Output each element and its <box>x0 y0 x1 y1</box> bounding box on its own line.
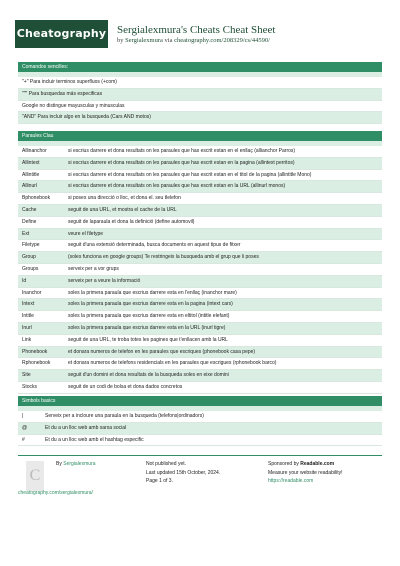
row-key: Ext <box>22 230 30 237</box>
section-simbols <box>18 396 382 446</box>
byline-by: by <box>117 37 124 44</box>
table-row <box>18 264 382 276</box>
list-item: "AND" Para incluir algo en la busqueda (Cars AND motos) <box>18 112 382 124</box>
table-row <box>18 181 382 193</box>
row-key: @ <box>22 424 28 431</box>
row-value: si escrius darrere et dona resultats on les paraules que has escrit estan en la pagina (allintext perritos) <box>68 159 295 166</box>
table-row <box>18 288 382 300</box>
sheet-url-link[interactable]: cheatography.com/208329/cs/44590/ <box>174 37 270 44</box>
row-value: et donara numeros de telefons residencials en les paraules que escrigues (rphonebook barco) <box>68 360 277 367</box>
row-key: Stocks <box>22 383 38 390</box>
table-row <box>18 146 382 158</box>
sponsor-label: Sponsored by <box>268 461 299 467</box>
table-row <box>18 276 382 288</box>
sponsor-url-link[interactable]: https://readable.com <box>268 478 314 484</box>
row-value: seguit d'un domini et dona resultats de la busqueda soles en eixe domini <box>68 372 229 379</box>
footer-status <box>146 460 220 486</box>
section-title: Paraules Clau <box>18 131 382 141</box>
publish-status: Not published yet. <box>146 461 187 467</box>
author-link[interactable]: Sergialexmura <box>125 37 163 44</box>
section-paraules-clau <box>18 131 382 394</box>
sponsor-name[interactable]: Readable.com <box>300 461 335 467</box>
symbols-table <box>18 411 382 446</box>
table-row <box>18 370 382 382</box>
row-key: Allintext <box>22 159 40 166</box>
table-row <box>18 217 382 229</box>
row-key: Bphonebook <box>22 195 51 202</box>
table-row <box>18 335 382 347</box>
row-value: seguit de una URL, et mostra el cache de la URL <box>68 206 177 213</box>
row-key: Site <box>22 372 31 379</box>
list-item: Google no distingue mayusculas y minusculas <box>18 101 382 113</box>
row-key: Inurl <box>22 324 32 331</box>
table-row <box>18 205 382 217</box>
row-value: seguit de un codi de bolsa et dona dados concretos <box>68 383 183 390</box>
table-row <box>18 382 382 394</box>
table-row <box>18 435 382 447</box>
table-row <box>18 229 382 241</box>
row-value: serveix per a veure la informació <box>68 277 141 284</box>
row-value: Et du a un lloc web amb xarxa social <box>45 424 127 431</box>
table-row <box>18 311 382 323</box>
row-key: Allinanchor <box>22 148 47 154</box>
author-avatar: C <box>26 461 44 491</box>
row-key: Group <box>22 254 36 261</box>
sponsor-tagline: Measure your website readability! <box>268 469 343 476</box>
section-comandos <box>18 62 382 124</box>
cheatography-logo[interactable]: Cheatography <box>15 20 108 48</box>
page-header <box>15 20 385 50</box>
table-row <box>18 411 382 423</box>
row-value: seguit de una URL, te troba totes les pagines que t'enllacen amb la URL <box>68 336 228 343</box>
row-value: seguit d'una extensió determinada, busca documents en aquest tipus de fitxer <box>68 242 241 249</box>
row-key: # <box>22 436 25 443</box>
row-value: si escrius darrere et dona resultats on les paraules que has escrit estan en la URL (allinurl monos) <box>68 183 286 190</box>
footer-by: By <box>56 461 62 467</box>
row-key: Intext <box>22 301 35 308</box>
table-row <box>18 170 382 182</box>
section-title: Simbols basics <box>18 396 382 406</box>
table-row <box>18 347 382 359</box>
row-key: Define <box>22 218 37 225</box>
row-key: | <box>22 413 24 419</box>
page-footer <box>18 455 382 506</box>
table-row <box>18 193 382 205</box>
table-row <box>18 323 382 335</box>
row-value: soles la primera paraula que escrius darrere esta en l'enllaç (inanchor mare) <box>68 289 237 296</box>
row-key: Filetype <box>22 242 40 249</box>
row-key: Groups <box>22 265 39 272</box>
table-row <box>18 299 382 311</box>
row-value: Serveix per a incloure una paraula en la busqueda (telefons|ordinadors) <box>45 413 204 419</box>
row-key: Phonebook <box>22 348 48 355</box>
row-value: veure el filetype <box>68 230 104 237</box>
row-value: si escrius darrere et dona resultats on les paraules que has escrit estan en el titol de la pagina (allintitle Mono) <box>68 171 312 178</box>
byline-via: via <box>164 37 173 44</box>
keyword-table <box>18 146 382 394</box>
row-value: soles la primera paraula que escrius darrere esta en eltitol (intitle elefant) <box>68 313 230 320</box>
row-value: soles la primera paraula que escrius darrere esta en la URL (inurl tigre) <box>68 324 226 331</box>
last-updated: Last updated 15th October, 2024. <box>146 469 221 476</box>
footer-author-link[interactable]: Sergialexmura <box>63 461 96 467</box>
row-key: Intitle <box>22 313 34 320</box>
row-key: Cache <box>22 206 37 213</box>
row-key: Link <box>22 336 32 343</box>
row-value: et donara numeros de telefon en les paraules que escriques (phonebook casa pepe) <box>68 348 256 355</box>
row-key: Allinurl <box>22 183 38 190</box>
row-value: serveix per a vor grups <box>68 265 119 272</box>
table-row <box>18 252 382 264</box>
row-key: Rphonebook <box>22 360 51 367</box>
table-row <box>18 240 382 252</box>
row-key: Allintitle <box>22 171 40 178</box>
row-value: (soles funciona en google groups) Te restringeix la busqueda amb el grup que li poses <box>68 254 259 261</box>
list-item: "+" Para incluir terminos superfluos (+com) <box>18 77 382 89</box>
footer-sponsor <box>268 460 342 486</box>
row-value: seguit de laparaula et dona la definició (define automovil) <box>68 218 195 225</box>
page-title: Sergialexmura's Cheats Cheat Sheet <box>117 24 276 36</box>
row-value: si escrius darrere et dona resultats on les paraules que has escrit estan en el enllaç (allianchor Parros) <box>68 148 296 154</box>
author-profile-link[interactable]: cheatography.com/sergialexmura/ <box>18 490 93 496</box>
table-row <box>18 423 382 435</box>
page-number: Page 1 of 3. <box>146 478 173 484</box>
list-item: """ Para busquedas más especificas <box>18 89 382 101</box>
row-key: Inanchor <box>22 289 42 296</box>
row-value: Et du a un lloc web amb el hashtag especific <box>45 436 144 443</box>
footer-author <box>56 460 95 469</box>
byline <box>117 37 270 44</box>
table-row <box>18 358 382 370</box>
section-title: Comandos sencilles: <box>18 62 382 72</box>
row-value: si poses una direcció o lloc, et dona el. seu tlelefon <box>68 195 181 202</box>
row-key: Id <box>22 277 27 284</box>
row-value: soles la primera paraula que escrius darrere esta en la pagina (intext cars) <box>68 301 233 308</box>
table-row <box>18 158 382 170</box>
